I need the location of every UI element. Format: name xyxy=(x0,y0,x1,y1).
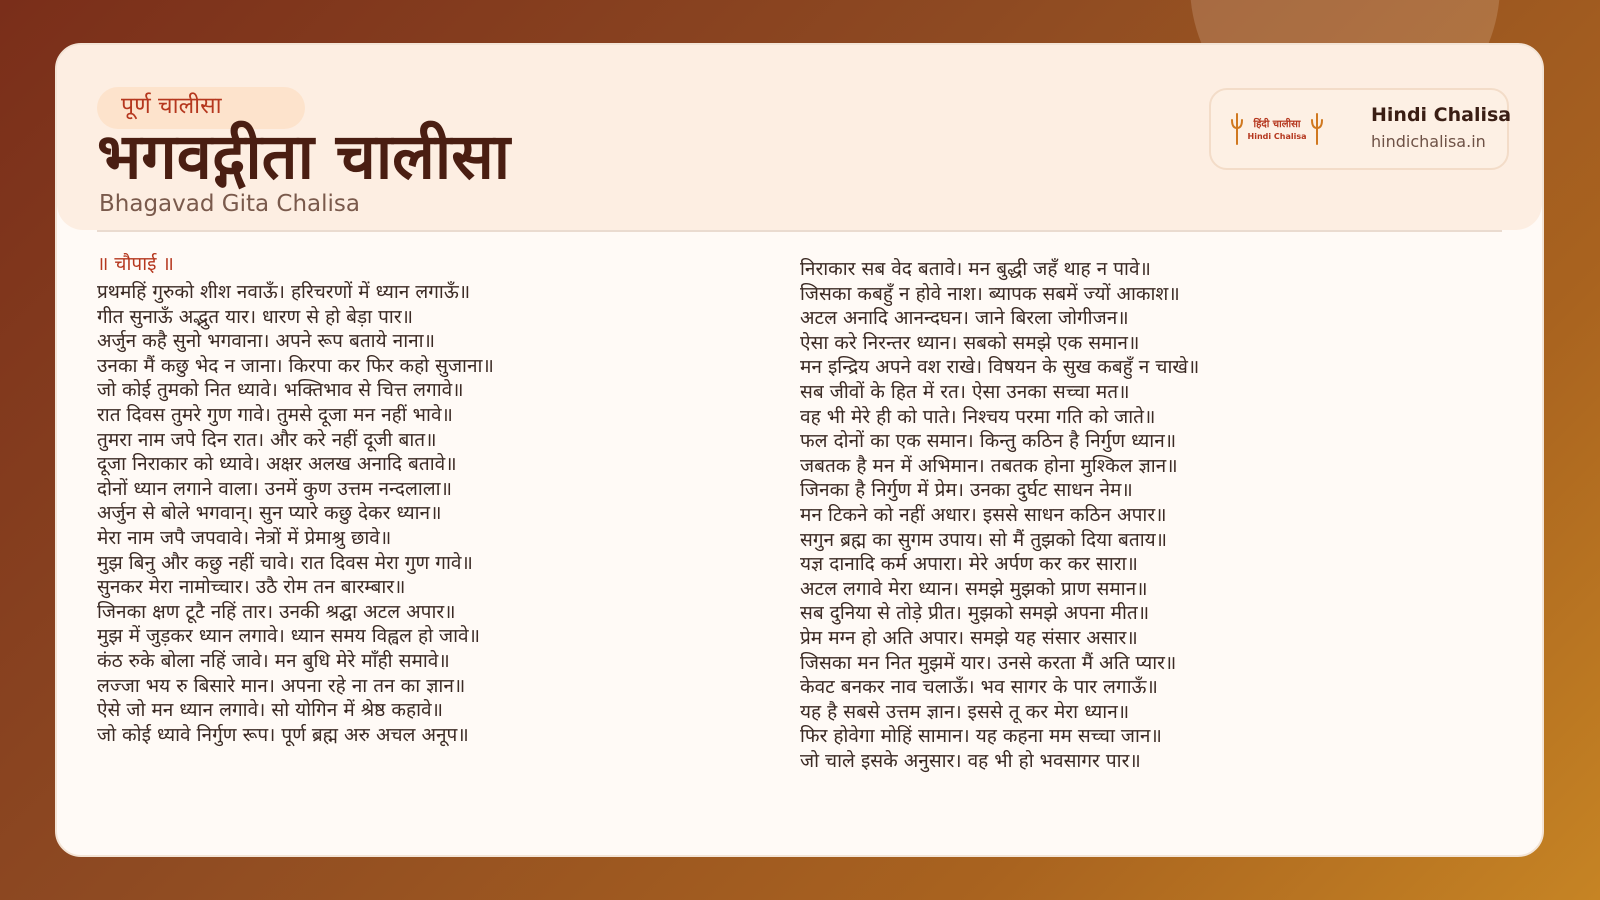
verse-line: मेरा नाम जपै जपवावे। नेत्रों में प्रेमाश्रु छावे॥ xyxy=(97,526,392,549)
brand-url[interactable]: hindichalisa.in xyxy=(1371,132,1486,151)
brand-box[interactable] xyxy=(1209,88,1512,170)
verse-line: जिनका क्षण टूटै नहिं तार। उनकी श्रद्घा अटल अपार॥ xyxy=(97,600,456,623)
verse-line: सुनकर मेरा नामोच्चार। उठै रोम तन बारम्बार॥ xyxy=(97,576,406,599)
verse-line: कंठ रुके बोला नहिं जावे। मन बुधि मेरे माँही समावे॥ xyxy=(97,649,450,672)
verse-line: यह है सबसे उत्तम ज्ञान। इससे तू कर मेरा ध्यान॥ xyxy=(800,700,1130,723)
verse-line: अर्जुन से बोले भगवान्। सुन प्यारे कछु देकर ध्यान॥ xyxy=(97,502,442,525)
verse-line: जो चाले इसके अनुसार। वह भी हो भवसागर पार॥ xyxy=(800,749,1141,772)
verse-line: जिसका मन नित मुझमें यार। उनसे करता मैं अति प्यार॥ xyxy=(800,651,1177,674)
verse-line: यज्ञ दानादि कर्म अपारा। मेरे अर्पण कर कर सारा॥ xyxy=(800,553,1138,576)
verse-line: प्रेम मग्न हो अति अपार। समझे यह संसार असार॥ xyxy=(800,626,1138,649)
logo-text-hindi: हिंदी चालीसा xyxy=(1253,119,1301,130)
verse-line: ऐसा करे निरन्तर ध्यान। सबको समझे एक समान॥ xyxy=(800,331,1140,354)
verse-line: सगुन ब्रह्म का सुगम उपाय। सो मैं तुझको दिया बताय॥ xyxy=(800,528,1168,551)
verse-line: तुमरा नाम जपे दिन रात। और करे नहीं दूजी बात॥ xyxy=(97,428,437,451)
verse-line: मुझ में जुड़कर ध्यान लगावे। ध्यान समय विह्वल हो जावे॥ xyxy=(97,625,480,648)
verse-line: मन टिकने को नहीं अधार। इससे साधन कठिन अपार॥ xyxy=(800,503,1167,526)
verse-line: वह भी मेरे ही को पाते। निश्चय परमा गति को जाते॥ xyxy=(800,405,1156,428)
verse-line: सब जीवों के हित में रत। ऐसा उनका सच्चा मत॥ xyxy=(800,380,1130,403)
verse-list-left xyxy=(97,280,494,747)
logo-text-english: Hindi Chalisa xyxy=(1247,132,1307,141)
verse-line: रात दिवस तुमरे गुण गावे। तुमसे दूजा मन नहीं भावे॥ xyxy=(97,403,453,426)
header-divider xyxy=(97,230,1502,232)
chalisa-card xyxy=(55,43,1544,857)
verse-line: प्रथमहिं गुरुको शीश नवाऊँ। हरिचरणों में ध्यान लगाऊँ॥ xyxy=(97,281,471,303)
verse-line: जबतक है मन में अभिमान। तबतक होना मुश्किल ज्ञान॥ xyxy=(800,454,1178,477)
verse-line: जिसका कबहुँ न होवे नाश। ब्यापक सबमें ज्यों आकाश॥ xyxy=(800,282,1180,305)
badge-text: पूर्ण चालीसा xyxy=(121,93,222,119)
trident-icon xyxy=(1232,114,1242,144)
verse-line: सब दुनिया से तोड़े प्रीत। मुझको समझे अपना मीत॥ xyxy=(800,602,1150,625)
verse-line: जो कोई ध्यावे निर्गुण रूप। पूर्ण ब्रह्म अरु अचल अनूप॥ xyxy=(97,723,469,746)
verse-line: फिर होवेगा मोहिं सामान। यह कहना मम सच्चा जान॥ xyxy=(800,725,1162,748)
verse-line: उनका मैं कछु भेद न जाना। किरपा कर फिर कहो सुजाना॥ xyxy=(97,354,494,377)
verse-line: केवट बनकर नाव चलाऊँ। भव सागर के पार लगाऊँ॥ xyxy=(800,676,1158,699)
verses-column-right xyxy=(800,257,1199,773)
verse-line: गीत सुनाऊँ अद्भुत यार। धारण से हो बेड़ा पार॥ xyxy=(97,305,414,328)
verse-line: फल दोनों का एक समान। किन्तु कठिन है निर्गुण ध्यान॥ xyxy=(800,430,1177,453)
brand-logo xyxy=(1229,110,1325,150)
verse-line: अटल लगावे मेरा ध्यान। समझे मुझको प्राण समान॥ xyxy=(800,577,1148,600)
verse-line: मन इन्द्रिय अपने वश राखे। विषयन के सुख कबहुँ न चाखे॥ xyxy=(800,356,1200,379)
verse-line: अटल अनादि आनन्दघन। जाने बिरला जोगीजन॥ xyxy=(800,307,1129,330)
verse-line: लज्जा भय रु बिसारे मान। अपना रहे ना तन का ज्ञान॥ xyxy=(97,674,466,697)
verse-line: दूजा निराकार को ध्यावे। अक्षर अलख अनादि बतावे॥ xyxy=(97,453,457,476)
verse-line: ऐसे जो मन ध्यान लगावे। सो योगिन में श्रेष्ठ कहावे॥ xyxy=(97,699,443,722)
verse-line: जिनका है निर्गुण में प्रेम। उनका दुर्घट साधन नेम॥ xyxy=(800,479,1133,502)
verses-column-left xyxy=(97,250,494,747)
verse-line: निराकार सब वेद बतावे। मन बुद्धी जहँ थाह न पावे॥ xyxy=(800,258,1151,280)
section-label: ॥ चौपाई ॥ xyxy=(97,253,174,275)
verse-list-right xyxy=(800,257,1199,773)
page-subtitle: Bhagavad Gita Chalisa xyxy=(99,191,360,217)
verse-line: जो कोई तुमको नित ध्यावे। भक्तिभाव से चित्त लगावे॥ xyxy=(97,379,464,402)
trident-icon-right xyxy=(1312,114,1322,144)
brand-name: Hindi Chalisa xyxy=(1371,104,1512,126)
verse-line: दोनों ध्यान लगाने वाला। उनमें कुण उत्तम नन्दलाला॥ xyxy=(97,477,452,500)
page-title: भगवद्गीता चालीसा xyxy=(97,120,511,193)
verse-line: अर्जुन कहै सुनो भगवाना। अपने रूप बताये नाना॥ xyxy=(97,330,435,353)
verse-line: मुझ बिनु और कछु नहीं चावे। रात दिवस मेरा गुण गावे॥ xyxy=(97,551,473,574)
card-header xyxy=(57,45,1542,230)
